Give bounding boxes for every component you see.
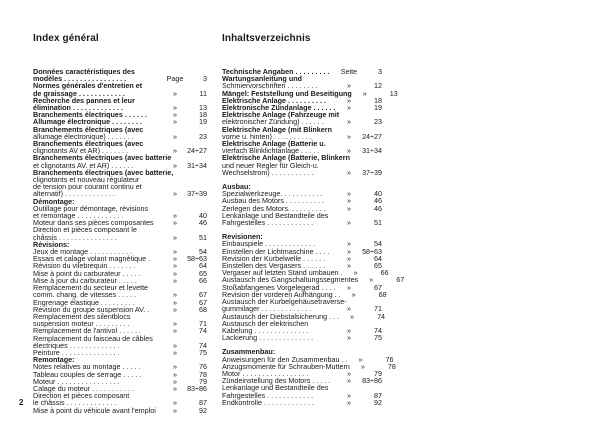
- toc-entry-title: vorne u. hinten) . . . . . . . . . .: [222, 131, 312, 141]
- toc-entry-page: [187, 176, 207, 183]
- toc-entry-marker: »: [347, 167, 351, 177]
- toc-entry-marker: »: [173, 275, 177, 285]
- toc-entry-marker: [163, 198, 187, 205]
- toc-entry-title: Engrenage élastique . . . . . . . . .: [33, 297, 135, 307]
- toc-entry-marker: »: [350, 311, 355, 321]
- toc-entry-page: 67: [199, 290, 207, 300]
- toc-entry-page: 58÷63: [187, 254, 207, 264]
- toc-entry-page: 68: [199, 304, 207, 314]
- toc-entry-marker: »: [173, 110, 177, 120]
- toc-entry-marker: »: [173, 304, 177, 314]
- toc-entry-marker: »: [347, 239, 351, 249]
- toc-entry-marker: »: [347, 368, 351, 378]
- toc-entry-page: 23: [199, 131, 207, 141]
- toc-entry-page: 46: [199, 218, 207, 228]
- toc-entry-title: Branchements électriques (avec batterie: [33, 153, 172, 163]
- toc-entry-page: 19: [374, 103, 382, 113]
- toc-entry-title: Mise à point du carburateur . . . . .: [33, 268, 141, 278]
- toc-entry-marker: »: [173, 326, 177, 336]
- toc-entry-marker: »: [347, 196, 351, 206]
- toc-entry-marker: »: [351, 289, 356, 299]
- toc-entry-page: 65: [199, 268, 207, 278]
- toc-entry-page: 87: [199, 398, 207, 408]
- toc-entry-page: [376, 154, 396, 161]
- toc-entry-page: 58÷63: [362, 246, 382, 256]
- toc-entry-page: 87: [374, 390, 382, 400]
- toc-entry-title: modèles . . . . . . . . . . . . . . . .: [33, 74, 127, 84]
- toc-entry-marker: »: [347, 81, 351, 91]
- toc-entry-title: Austausch des Gangschaltungssegmentes: [222, 275, 359, 285]
- toc-entry-marker: »: [173, 254, 177, 264]
- toc-entry-marker: »: [173, 261, 177, 271]
- toc-entry-title: Remontage:: [33, 355, 75, 365]
- toc-entry-title: Motor . . . . . . . . . . . . . . . . .: [222, 368, 309, 378]
- toc-entry-title: Revision der Kurbelwelle . . . . . .: [222, 253, 326, 263]
- toc-entry-page: 23: [374, 117, 382, 127]
- toc-entry-marker: »: [347, 333, 351, 343]
- toc-entry-page: 75: [199, 347, 207, 357]
- toc-entry-title: Elektrische Anlage (Fahrzeuge mit: [222, 110, 340, 120]
- toc-entry-marker: »: [173, 347, 177, 357]
- toc-entry-marker: »: [173, 146, 177, 156]
- toc-entry-title: Jeux de montage . . . . . . . . . . .: [33, 247, 133, 257]
- toc-entry-marker: »: [173, 369, 177, 379]
- toc-entry-title: Lenkanlage und Bestandteile des: [222, 210, 329, 220]
- toc-entry-page: 54: [199, 247, 207, 257]
- toc-entry-page: 71: [374, 304, 382, 314]
- toc-entry-marker: »: [173, 218, 177, 228]
- toc-entry-title: Tableau couples de serrage . . . . .: [33, 369, 142, 379]
- toc-entry-marker: »: [173, 290, 177, 300]
- toc-entry-title: Elektrische Anlage (Batterie, Blinkern: [222, 153, 350, 163]
- toc-entry-marker: »: [347, 282, 351, 292]
- toc-entry-page: 13: [199, 103, 207, 113]
- toc-entry-title: le châssis . . . . . . . . . . . . .: [33, 398, 117, 408]
- toc-entry-title: elektronischer Zündung) . . . . . .: [222, 117, 324, 127]
- toc-entry-title: Branchements électriques . . . . . .: [33, 110, 147, 120]
- toc-entry-title: Branchements électriques (avec batterie,: [33, 167, 174, 177]
- toc-entry-title: Fahrgestelles . . . . . . . . . . . .: [222, 390, 314, 400]
- toc-entry-title: Schmiervorschriften . . . . . . . .: [222, 81, 318, 91]
- toc-entry-marker: »: [358, 354, 363, 364]
- toc-entry-marker: »: [347, 246, 351, 256]
- toc-entry-page: 76: [199, 362, 207, 372]
- toc-entry-title: Revisionen:: [222, 232, 263, 242]
- toc-entry-marker: Page: [166, 74, 184, 84]
- page-number: 2: [19, 398, 24, 407]
- toc-entry-page: 92: [199, 405, 207, 415]
- toc-entry-marker: »: [347, 203, 351, 213]
- toc-entry-page: 3: [203, 74, 207, 84]
- toc-entry-title: Lackierung . . . . . . . . . . . . . .: [222, 333, 314, 343]
- toc-entry-marker: »: [173, 362, 177, 372]
- toc-entry-title: Remplacement des silentblocs: [33, 311, 131, 321]
- toc-entry-page: 67: [199, 297, 207, 307]
- toc-entry-title: Outillage pour démontage, révisions: [33, 203, 149, 213]
- toc-entry-title: Elektronische Zündanlage . . . . . .: [222, 103, 336, 113]
- toc-entry-page: 24÷27: [362, 131, 382, 141]
- toc-entry-page: 65: [374, 261, 382, 271]
- toc-entry-page: 18: [199, 110, 207, 120]
- toc-entry-title: Austausch der Diebstalsicherung . . .: [222, 311, 340, 321]
- toc-entry-title: Normes générales d'entretien et: [33, 81, 143, 91]
- toc-entry-marker: »: [173, 103, 177, 113]
- toc-entry-page: 78: [199, 369, 207, 379]
- toc-entry-marker: »: [173, 247, 177, 257]
- toc-entry-page: 40: [199, 211, 207, 221]
- toc-entry-title: Recherche des pannes et leur: [33, 95, 135, 105]
- toc-entry-page: 74: [199, 326, 207, 336]
- toc-entry-title: Mise à jour du carburateur . . . . .: [33, 275, 137, 285]
- toc-entry-marker: »: [173, 376, 177, 386]
- toc-entry-title: gummilager . . . . . . . . . . . . .: [222, 304, 312, 314]
- toc-entry-title: Stoßabfangenes Vorgelegerad . . . .: [222, 282, 336, 292]
- toc-entry-title: châssis . . . . . . . . . . . . . . .: [33, 232, 117, 242]
- toc-entry-title: suspension moteur . . . . . . . . .: [33, 319, 130, 329]
- toc-entry-title: Elektrische Anlage . . . . . . . . . .: [222, 95, 326, 105]
- toc-entry-title: Revision der vorderen Aufhängung . .: [222, 289, 341, 299]
- toc-entry-page: 51: [374, 218, 382, 228]
- toc-entry-title: Zusammenbau:: [222, 347, 276, 357]
- toc-entry-marker: »: [347, 390, 351, 400]
- toc-entry-page: 40: [374, 189, 382, 199]
- toc-entry-marker: »: [347, 397, 351, 407]
- toc-entry-title: Vergaser auf letzten Stand umbauen .: [222, 268, 343, 278]
- toc-entry-page: 66: [199, 275, 207, 285]
- toc-entry-marker: »: [347, 261, 351, 271]
- toc-entry-title: vierfach Blinklichtanlage . . . . .: [222, 146, 320, 156]
- toc-entry-marker: »: [369, 275, 374, 285]
- toc-entry-page: 24÷27: [187, 146, 207, 156]
- toc-entry-page: 92: [374, 397, 382, 407]
- toc-entry-marker: »: [347, 304, 351, 314]
- toc-entry-marker: [173, 169, 197, 176]
- toc-entry-title: comm. chang. de vitesses . . . . .: [33, 290, 137, 300]
- toc-entry-title: Remplacement du secteur et levette: [33, 283, 149, 293]
- toc-entry-marker: »: [173, 211, 177, 221]
- toc-entry-title: Einbauspiele . . . . . . . . . . . . .: [222, 239, 316, 249]
- toc-entry-marker: »: [347, 146, 351, 156]
- toc-entry-title: Moteur . . . . . . . . . . . . . . . .: [33, 376, 120, 386]
- toc-entry-title: Branchements électriques (avec: [33, 139, 144, 149]
- toc-entry-page: 76: [385, 354, 394, 364]
- toc-entry-marker: »: [347, 131, 351, 141]
- toc-entry-page: 67: [374, 282, 382, 292]
- toc-entry-page: 68: [378, 289, 387, 299]
- toc-entry-page: 67: [396, 275, 405, 285]
- toc-entry-title: Ausbau:: [222, 182, 251, 192]
- toc-entry-title: Ausbau des Motors . . . . . . . . . .: [222, 196, 324, 206]
- toc-entry-marker: »: [173, 232, 177, 242]
- toc-entry-marker: »: [353, 268, 358, 278]
- toc-entry-page: 31÷34: [362, 146, 382, 156]
- toc-entry-title: Elektrische Anlage (mit Blinkern: [222, 124, 332, 134]
- toc-entry-page: [187, 198, 207, 205]
- toc-entry: [222, 169, 382, 176]
- toc-entry-title: Lenkanlage und Bestandteile des: [222, 383, 329, 393]
- toc-entry-marker: »: [173, 189, 177, 199]
- toc-entry-title: Einstellen der Lichtmaschine . . . .: [222, 246, 330, 256]
- toc-entry-title: Révisions:: [33, 239, 70, 249]
- toc-entry-title: Mängel: Feststellung und Beseitigung: [222, 88, 352, 98]
- toc-entry-page: [197, 169, 217, 176]
- toc-entry-title: Moteur dans ses pièces composantes: [33, 218, 154, 228]
- toc-entry-title: Anweisungen für den Zusammenbau . .: [222, 354, 348, 364]
- toc-entry-page: 64: [199, 261, 207, 271]
- toc-entry-page: 19: [199, 117, 207, 127]
- toc-entry-title: électriques . . . . . . . . . . . . .: [33, 340, 120, 350]
- toc-entry-title: und neuer Regler für Gleich-u.: [222, 160, 319, 170]
- toc-entry-marker: »: [173, 297, 177, 307]
- toc-entry-title: Révision du vilebrequin . . . . . . .: [33, 261, 136, 271]
- toc-entry-page: 79: [374, 368, 382, 378]
- toc-entry-marker: »: [173, 405, 177, 415]
- toc-entry-title: Wechselstrom) . . . . . . . . . . .: [222, 167, 314, 177]
- toc-entry-marker: »: [173, 383, 177, 393]
- toc-entry-page: 51: [199, 232, 207, 242]
- toc-entry-page: 37÷39: [187, 189, 207, 199]
- toc-entry-page: 74: [374, 325, 382, 335]
- toc-entry-marker: »: [347, 117, 351, 127]
- toc-entry-title: Branchements électriques (avec: [33, 124, 144, 134]
- toc-entry: [222, 334, 382, 341]
- toc-column-german: [222, 67, 405, 407]
- toc-entry-title: Wartungsanleitung und: [222, 74, 302, 84]
- toc-entry-marker: »: [173, 88, 177, 98]
- toc-entry-marker: »: [347, 95, 351, 105]
- toc-entry-page: 79: [199, 376, 207, 386]
- toc-entry: [33, 407, 207, 414]
- toc-column-french: [33, 68, 207, 414]
- toc-entry-page: 54: [374, 239, 382, 249]
- toc-entry-page: 83÷86: [187, 383, 207, 393]
- toc-entry-page: 66: [380, 268, 389, 278]
- toc-entry-page: 64: [374, 253, 382, 263]
- toc-entry-title: Notes relatives au montage . . . . .: [33, 362, 141, 372]
- toc-entry-marker: [163, 176, 187, 183]
- toc-entry-title: Elektrische Anlage (Batterie u.: [222, 139, 326, 149]
- toc-entry-marker: Seite: [340, 67, 358, 76]
- toc-entry-title: Direction et pièces composant: [33, 391, 130, 401]
- toc-entry-page: 74: [199, 340, 207, 350]
- toc-entry-page: 75: [374, 333, 382, 343]
- toc-entry-title: allumage électronique) . . . . . . .: [33, 131, 134, 141]
- toc-entry-title: Essais et calage volant magnétique .: [33, 254, 151, 264]
- toc-entry-page: [362, 348, 382, 355]
- toc-entry-title: Endkontrolle . . . . . . . . . . . . .: [222, 397, 314, 407]
- toc-entry-title: Austausch der elektrischen: [222, 318, 309, 328]
- toc-entry-title: de graissage . . . . . . . . . . . .: [33, 88, 125, 98]
- toc-entry-marker: »: [173, 117, 177, 127]
- toc-entry-page: 11: [199, 88, 207, 98]
- toc-entry-title: alternatif) . . . . . . . . . . . . .: [33, 189, 115, 199]
- toc-entry-marker: [339, 111, 365, 118]
- toc-entry-title: Révision du groupe suspension AV. .: [33, 304, 150, 314]
- toc-entry-page: 46: [374, 203, 382, 213]
- toc-entry-title: Zündeinstellung des Motors . . . . .: [222, 376, 331, 386]
- toc-entry-page: 74: [377, 311, 386, 321]
- toc-entry-marker: »: [360, 361, 365, 371]
- toc-entry-title: Technische Angaben . . . . . . . . .: [222, 67, 330, 76]
- toc-entry-page: 71: [199, 319, 207, 329]
- toc-entry-marker: »: [173, 268, 177, 278]
- index-heading-de: Inhaltsverzeichnis: [222, 33, 311, 44]
- toc-entry-marker: »: [347, 218, 351, 228]
- toc-entry-title: Direction et pièces composant le: [33, 225, 137, 235]
- toc-entry-title: Démontage:: [33, 196, 75, 206]
- toc-entry-title: de tension pour courant continu et: [33, 182, 142, 192]
- toc-entry-marker: »: [173, 160, 177, 170]
- toc-entry-page: 3: [378, 67, 382, 76]
- toc-entry-title: Allumage électronique . . . . . . . .: [33, 117, 143, 127]
- toc-entry-marker: »: [347, 376, 351, 386]
- toc-entry-title: élimination . . . . . . . . . . . . .: [33, 103, 123, 113]
- toc-entry-marker: »: [173, 319, 177, 329]
- toc-entry-page: 13: [389, 88, 398, 98]
- toc-entry-title: Remplacement du faisceau de câbles: [33, 333, 153, 343]
- toc-entry-page: 46: [374, 196, 382, 206]
- toc-entry-marker: »: [173, 340, 177, 350]
- toc-entry-page: 37÷39: [362, 167, 382, 177]
- toc-entry-title: Einstellen des Vergasers . . . . . .: [222, 261, 326, 271]
- index-heading-fr: Index général: [33, 33, 99, 44]
- toc-entry-marker: »: [347, 189, 351, 199]
- toc-entry-page: 31÷34: [187, 160, 207, 170]
- toc-entry-title: Données caractéristiques des: [33, 67, 135, 76]
- toc-entry-title: Austausch der Kurbelgehäusetraverse-: [222, 297, 347, 307]
- toc-entry-title: clignotants et nouveau régulateur: [33, 175, 140, 185]
- toc-entry-title: Spezialwerkzeuge. . . . . . . . . . .: [222, 189, 323, 199]
- toc-entry-title: Calage du moteur . . . . . . . . . . .: [33, 383, 135, 393]
- toc-entry: [222, 219, 382, 226]
- toc-entry-title: et remontage . . . . . . . . . . . .: [33, 211, 124, 221]
- toc-entry-page: 83÷86: [362, 376, 382, 386]
- toc-entry-marker: »: [173, 398, 177, 408]
- toc-entry-title: Mise à point du véhicule avant l'emploi: [33, 405, 156, 415]
- toc-entry-marker: [350, 154, 376, 161]
- toc-entry-marker: »: [347, 325, 351, 335]
- toc-entry-page: 18: [374, 95, 382, 105]
- toc-entry-title: Zerlegen des Motors. . . . . . . . . .: [222, 203, 326, 213]
- toc-entry-title: Anzugsmomente für Schrauben-Muttern: [222, 361, 350, 371]
- toc-entry-title: clignotants AV et AR) . . . . . . .: [33, 146, 128, 156]
- toc-entry-title: et clignotants AV. et AR) . . . . . .: [33, 160, 134, 170]
- toc-entry-title: Fahrgestelles . . . . . . . . . . . .: [222, 218, 314, 228]
- toc-entry-title: Kabelung . . . . . . . . . . . . . .: [222, 325, 309, 335]
- toc-entry-marker: »: [173, 131, 177, 141]
- toc-entry-title: Peinture . . . . . . . . . . . . . . .: [33, 347, 120, 357]
- toc-entry-page: 78: [387, 361, 396, 371]
- toc-entry-title: Remplacement de l'antivol . . . . . .: [33, 326, 142, 336]
- toc-entry-marker: »: [347, 103, 351, 113]
- toc-entry-marker: »: [362, 88, 367, 98]
- toc-entry: [222, 399, 382, 406]
- toc-entry-marker: »: [347, 253, 351, 263]
- toc-entry-page: 12: [374, 81, 382, 91]
